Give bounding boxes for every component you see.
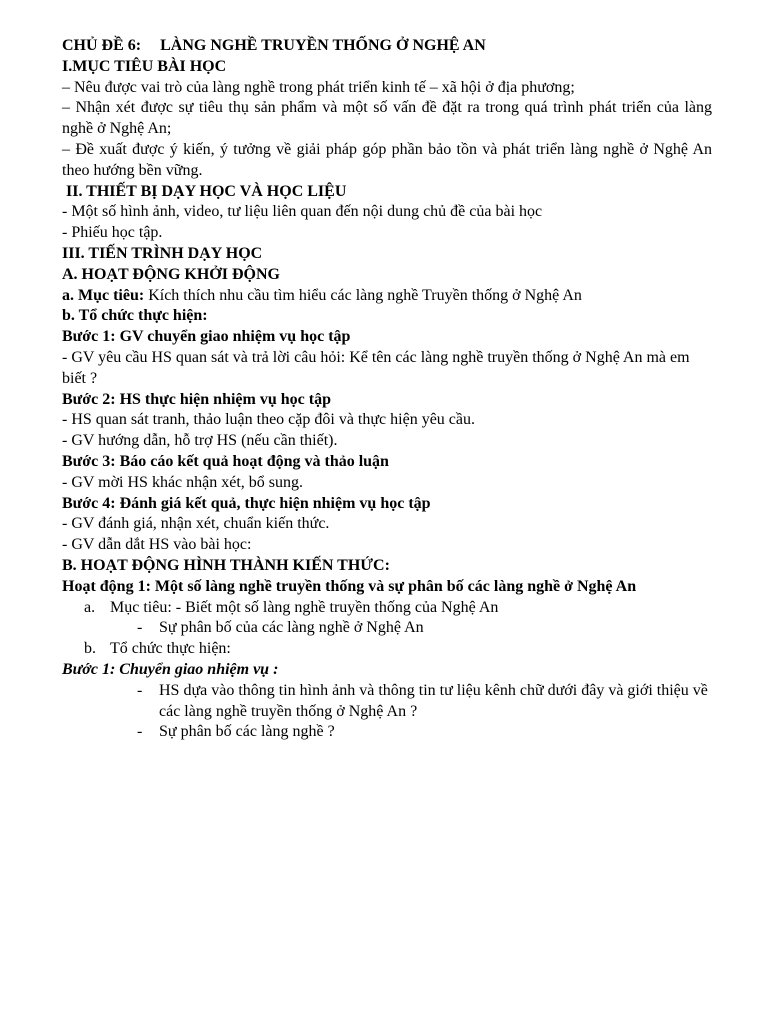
topic-label: CHỦ ĐỀ 6: bbox=[62, 37, 142, 54]
activity1-heading: Hoạt động 1: Một số làng nghề truyền thống và sự phân bố các làng nghề ở Nghệ An bbox=[62, 577, 637, 595]
section2-item: - Phiếu học tập. bbox=[62, 224, 163, 242]
step3-text: - GV mời HS khác nhận xét, bổ sung. bbox=[62, 473, 304, 491]
activity1-org-text: Tổ chức thực hiện: bbox=[110, 640, 231, 658]
part-a-goal-label: a. Mục tiêu: bbox=[62, 286, 145, 304]
activity1-goal-subitem bbox=[62, 618, 712, 639]
section2-heading: II. THIẾT BỊ DẠY HỌC VÀ HỌC LIỆU bbox=[66, 182, 347, 200]
list-marker: a. bbox=[84, 598, 96, 616]
part-b-heading: B. HOẠT ĐỘNG HÌNH THÀNH KIẾN THỨC: bbox=[62, 556, 390, 574]
activity1-org-item bbox=[62, 639, 712, 660]
list-marker: - bbox=[137, 681, 143, 699]
step1-text: - GV yêu cầu HS quan sát và trả lời câu hỏi: Kể tên các làng nghề truyền thống ở Nghệ An mà em biết ? bbox=[62, 348, 690, 387]
section3-heading: III. TIẾN TRÌNH DẠY HỌC bbox=[62, 244, 263, 262]
step4-item: - GV dẫn dắt HS vào bài học: bbox=[62, 536, 252, 554]
step2-item: - GV hướng dẫn, hỗ trợ HS (nếu cần thiết). bbox=[62, 432, 338, 450]
step2-item: - HS quan sát tranh, thảo luận theo cặp đôi và thực hiện yêu cầu. bbox=[62, 411, 475, 429]
step4-item: - GV đánh giá, nhận xét, chuẩn kiến thức. bbox=[62, 515, 330, 533]
list-marker: - bbox=[137, 619, 143, 637]
part-a-heading: A. HOẠT ĐỘNG KHỞI ĐỘNG bbox=[62, 265, 280, 283]
activity1-step1-text: Sự phân bố các làng nghề ? bbox=[159, 723, 335, 741]
activity1-step1-text: HS dựa vào thông tin hình ảnh và thông tin tư liệu kênh chữ dưới đây và giới thiệu về các làng nghề truyền thống ở Nghệ An ? bbox=[159, 681, 708, 720]
list-marker: - bbox=[137, 723, 143, 741]
part-a-goal-text: Kích thích nhu cầu tìm hiểu các làng nghề Truyền thống ở Nghệ An bbox=[144, 286, 582, 304]
activity1-step1-item bbox=[62, 681, 712, 723]
section1-heading: I.MỤC TIÊU BÀI HỌC bbox=[62, 57, 227, 75]
topic-heading bbox=[62, 36, 712, 57]
step2-heading: Bước 2: HS thực hiện nhiệm vụ học tập bbox=[62, 390, 331, 408]
list-marker: b. bbox=[84, 640, 96, 658]
step4-heading: Bước 4: Đánh giá kết quả, thực hiện nhiệm vụ học tập bbox=[62, 494, 431, 512]
activity1-goal-sub-text: Sự phân bố của các làng nghề ở Nghệ An bbox=[159, 619, 424, 637]
step3-heading: Bước 3: Báo cáo kết quả hoạt động và thảo luận bbox=[62, 452, 389, 470]
section1-item: – Nhận xét được sự tiêu thụ sản phẩm và một số vấn đề đặt ra trong quá trình phát triển của làng nghề ở Nghệ An; bbox=[62, 99, 712, 138]
section2-item: - Một số hình ảnh, video, tư liệu liên quan đến nội dung chủ đề của bài học bbox=[62, 203, 543, 221]
activity1-goal-text: Mục tiêu: - Biết một số làng nghề truyền thống của Nghệ An bbox=[110, 598, 499, 616]
section1-item: – Nêu được vai trò của làng nghề trong phát triển kinh tế – xã hội ở địa phương; bbox=[62, 78, 575, 96]
activity1-goal-item bbox=[62, 598, 712, 619]
activity1-step1-heading: Bước 1: Chuyển giao nhiệm vụ : bbox=[62, 660, 279, 678]
document-page bbox=[62, 36, 712, 743]
section1-item: – Đề xuất được ý kiến, ý tưởng về giải pháp góp phần bảo tồn và phát triển làng nghề ở Nghệ An theo hướng bền vững. bbox=[62, 140, 712, 179]
part-a-goal bbox=[62, 286, 712, 307]
activity1-step1-item bbox=[62, 722, 712, 743]
step1-heading: Bước 1: GV chuyển giao nhiệm vụ học tập bbox=[62, 328, 351, 346]
topic-title: LÀNG NGHỀ TRUYỀN THỐNG Ở NGHỆ AN bbox=[160, 37, 486, 54]
part-a-org-heading: b. Tổ chức thực hiện: bbox=[62, 307, 208, 325]
